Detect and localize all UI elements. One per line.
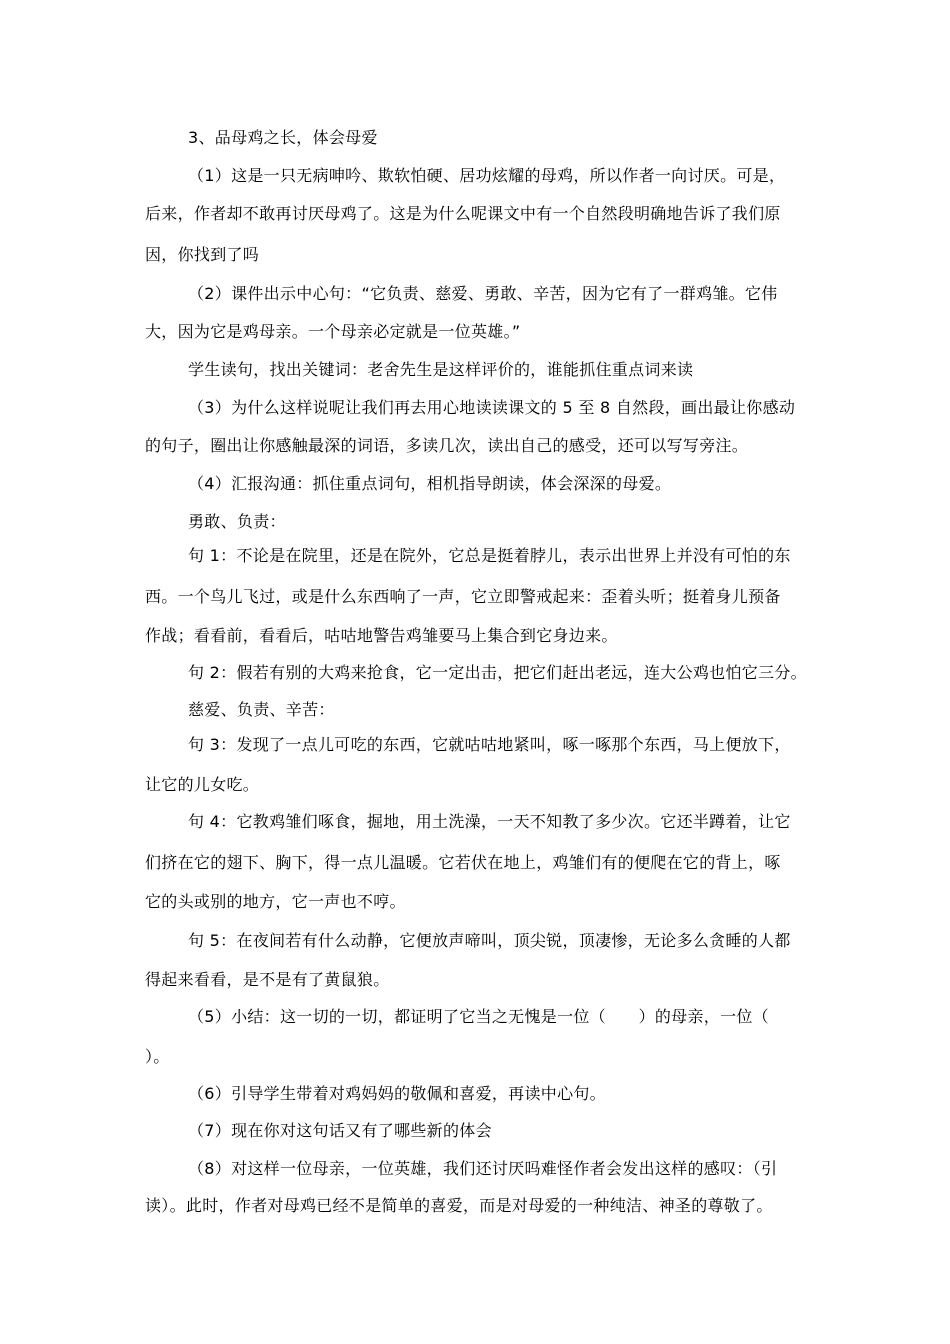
paragraph-line: （4）汇报沟通：抓住重点词句，相机指导朗读，体会深深的母爱。 <box>188 474 672 493</box>
paragraph-line: 句 3：发现了一点儿可吃的东西，它就咕咕地紧叫，啄一啄那个东西，马上便放下， <box>188 735 791 754</box>
paragraph-line: 们挤在它的翅下、胸下，得一点儿温暖。它若伏在地上，鸡雏们有的便爬在它的背上，啄 <box>145 853 781 872</box>
section-heading: 3、品母鸡之长，体会母爱 <box>188 128 378 147</box>
paragraph-line: 得起来看看，是不是有了黄鼠狼。 <box>145 970 390 989</box>
paragraph-line: 句 1：不论是在院里，还是在院外，它总是挺着脖儿，表示出世界上并没有可怕的东 <box>188 546 791 565</box>
paragraph-line: 大，因为它是鸡母亲。一个母亲必定就是一位英雄。” <box>145 322 521 341</box>
paragraph-line: （2）课件出示中心句：“它负责、慈爱、勇敢、辛苦，因为它有了一群鸡雏。它伟 <box>188 284 778 303</box>
paragraph-line: 西。一个鸟儿飞过，或是什么东西响了一声，它立即警戒起来：歪着头听；挺着身儿预备 <box>145 587 781 606</box>
paragraph-line: 让它的儿女吃。 <box>145 775 260 794</box>
paragraph-line: （5）小结：这一切的一切，都证明了它当之无愧是一位（ ）的母亲，一位（ <box>188 1007 769 1026</box>
paragraph-line: 的句子，圈出让你感触最深的词语，多读几次，读出自己的感受，还可以写写旁注。 <box>145 436 749 455</box>
paragraph-line: （6）引导学生带着对鸡妈妈的敬佩和喜爱，再读中心句。 <box>188 1084 606 1103</box>
paragraph-line: 作战；看看前，看看后，咕咕地警告鸡雏要马上集合到它身边来。 <box>145 626 618 645</box>
paragraph-line: 它的头或别的地方，它一声也不哼。 <box>145 892 406 911</box>
paragraph-line: 读）。此时，作者对母鸡已经不是简单的喜爱，而是对母爱的一种纯洁、神圣的尊敬了。 <box>145 1196 773 1215</box>
paragraph-line: 句 5：在夜间若有什么动静，它便放声啼叫，顶尖锐，顶凄惨，无论多么贪睡的人都 <box>188 931 791 950</box>
paragraph-line: 学生读句，找出关键词：老舍先生是这样评价的，谁能抓住重点词来读 <box>188 360 694 379</box>
paragraph-line: （3）为什么这样说呢让我们再去用心地读读课文的 5 至 8 自然段，画出最让你感动 <box>188 398 796 417</box>
paragraph-line: （7）现在你对这句话又有了哪些新的体会 <box>188 1121 492 1140</box>
paragraph-line: 句 4：它教鸡雏们啄食，掘地，用土洗澡，一天不知教了多少次。它还半蹲着，让它 <box>188 812 791 831</box>
paragraph-line: 因，你找到了吗 <box>145 245 260 264</box>
category-label: 慈爱、负责、辛苦： <box>188 700 335 719</box>
category-label: 勇敢、负责： <box>188 512 286 531</box>
paragraph-line: （1）这是一只无病呻吟、欺软怕硬、居功炫耀的母鸡，所以作者一向讨厌。可是， <box>188 166 786 185</box>
paragraph-line: （8）对这样一位母亲，一位英雄，我们还讨厌吗难怪作者会发出这样的感叹：（引 <box>188 1159 778 1178</box>
paragraph-line: 后来，作者却不敢再讨厌母鸡了。这是为什么呢课文中有一个自然段明确地告诉了我们原 <box>145 204 781 223</box>
paragraph-line: ）。 <box>145 1047 170 1066</box>
paragraph-line: 句 2：假若有别的大鸡来抢食，它一定出击，把它们赶出老远，连大公鸡也怕它三分。 <box>188 663 807 682</box>
